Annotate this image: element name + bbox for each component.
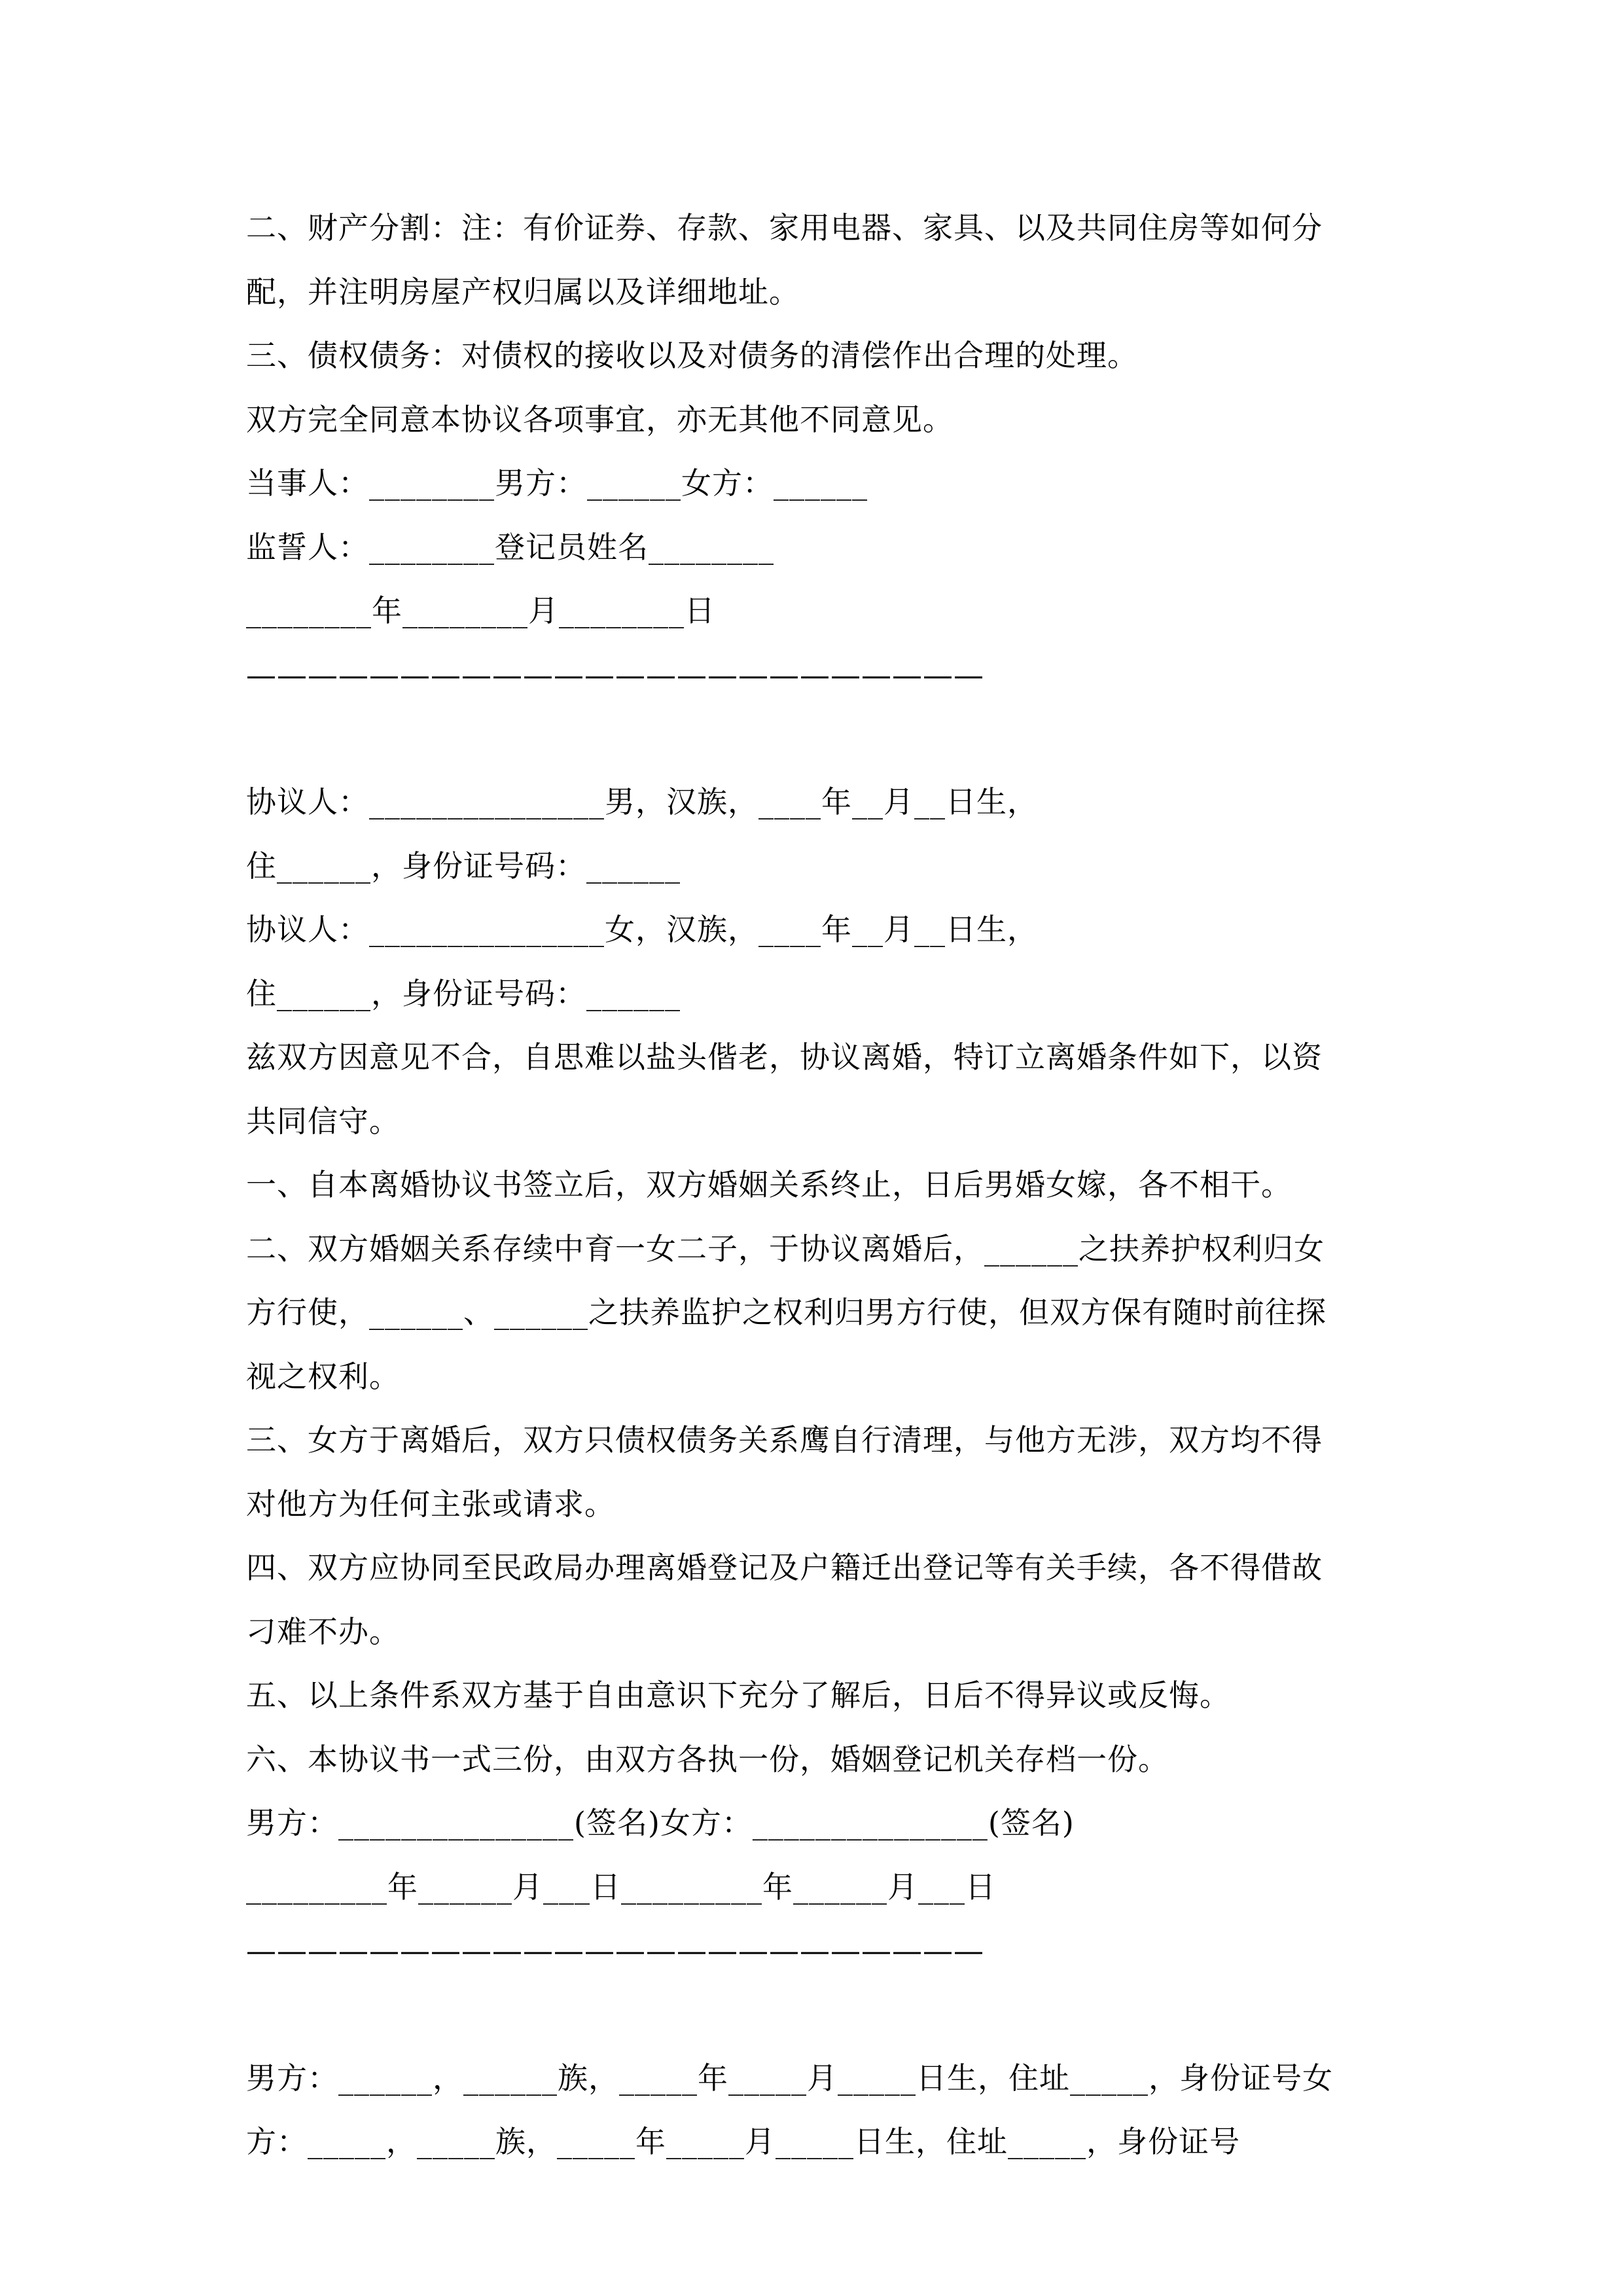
clause-line: 一、自本离婚协议书签立后，双方婚姻关系终止，日后男婚女嫁，各不相干。 bbox=[246, 1167, 1292, 1202]
paragraph-line: 共同信守。 bbox=[246, 1103, 400, 1139]
clause-line: 视之权利。 bbox=[246, 1358, 400, 1394]
clause-line: 六、本协议书一式三份，由双方各执一份，婚姻登记机关存档一份。 bbox=[246, 1741, 1169, 1777]
paragraph-line: 二、财产分割：注：有价证券、存款、家用电器、家具、以及共同住房等如何分 bbox=[246, 210, 1323, 245]
clause-line: 五、以上条件系双方基于自由意识下充分了解后，日后不得异议或反悔。 bbox=[246, 1677, 1230, 1713]
party-info-line: 男方：______，______族，_____年_____月_____日生，住址_____，身份证号女 bbox=[246, 2060, 1333, 2096]
signature-line: 男方：_______________(签名)女方：_______________(签名) bbox=[246, 1805, 1075, 1840]
paragraph-line: 三、债权债务：对债权的接收以及对债务的清偿作出合理的处理。 bbox=[246, 338, 1138, 373]
paragraph-line: 兹双方因意见不合，自思难以盐头偕老，协议离婚，特订立离婚条件如下，以资 bbox=[246, 1039, 1323, 1075]
address-id-line: 住______，身份证号码：______ bbox=[246, 848, 681, 884]
address-id-line: 住______，身份证号码：______ bbox=[246, 975, 681, 1011]
section-divider: ———————————————————————— bbox=[246, 1933, 984, 1968]
clause-line: 四、双方应协同至民政局办理离婚登记及户籍迁出登记等有关手续，各不得借故 bbox=[246, 1550, 1323, 1585]
clause-line: 二、双方婚姻关系存续中育一女二子，于协议离婚后，______之扶养护权利归女 bbox=[246, 1230, 1325, 1266]
clause-line: 三、女方于离婚后，双方只债权债务关系鹰自行清理，与他方无涉，双方均不得 bbox=[246, 1422, 1323, 1458]
witness-line: 监誓人：________登记员姓名________ bbox=[246, 529, 774, 565]
date-line: _________年______月___日_________年______月___日 bbox=[246, 1869, 996, 1905]
paragraph-line: 双方完全同意本协议各项事宜，亦无其他不同意见。 bbox=[246, 401, 954, 437]
signatory-line: 当事人：________男方：______女方：______ bbox=[246, 465, 868, 501]
section-divider: ———————————————————————— bbox=[246, 656, 984, 692]
document-body bbox=[246, 196, 1385, 2174]
clause-line: 刁难不办。 bbox=[246, 1613, 400, 1649]
clause-line: 方行使，______、______之扶养监护之权利归男方行使，但双方保有随时前往探 bbox=[246, 1295, 1327, 1330]
party-line: 协议人：_______________女，汉族，____年__月__日生， bbox=[246, 912, 1038, 947]
clause-line: 对他方为任何主张或请求。 bbox=[246, 1486, 615, 1522]
party-info-line: 方：_____，_____族，_____年_____月_____日生，住址_____，身份证号 bbox=[246, 2124, 1240, 2159]
paragraph-line: 配，并注明房屋产权归属以及详细地址。 bbox=[246, 274, 800, 310]
date-line: ________年________月________日 bbox=[246, 593, 715, 628]
party-line: 协议人：_______________男，汉族，____年__月__日生， bbox=[246, 784, 1038, 819]
